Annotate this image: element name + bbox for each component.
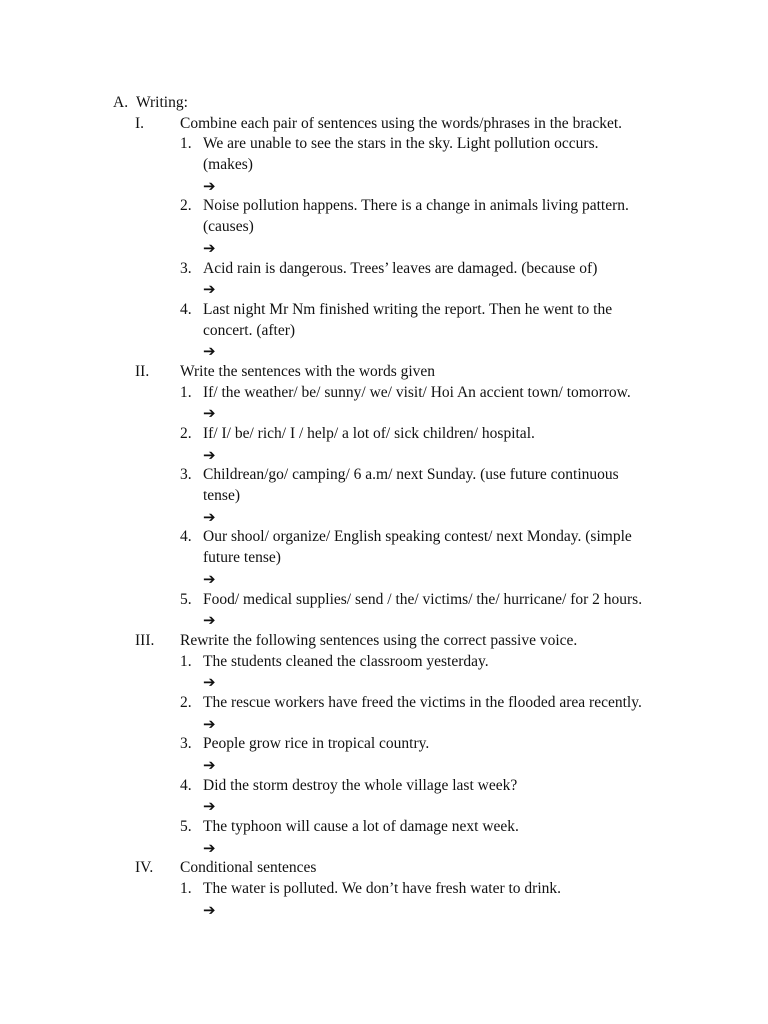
arrow-icon: ➔	[203, 280, 216, 299]
answer-line	[0, 176, 768, 197]
item-number: 1.	[180, 880, 192, 898]
item-text: tense)	[203, 487, 241, 505]
exercise-item	[0, 879, 768, 900]
item-text: Acid rain is dangerous. Trees’ leaves are damaged. (because of)	[203, 259, 598, 277]
exercise-item	[0, 776, 768, 797]
section-marker: A.	[113, 94, 129, 111]
answer-line	[0, 445, 768, 466]
item-number: 1.	[180, 383, 192, 401]
exercise-item	[0, 196, 768, 217]
exercise-item	[0, 693, 768, 714]
arrow-icon: ➔	[203, 900, 216, 919]
item-text: If/ I/ be/ rich/ I / help/ a lot of/ sick children/ hospital.	[203, 425, 535, 442]
part-numeral: I.	[135, 114, 145, 132]
item-number: 4.	[180, 300, 192, 318]
exercise-item	[0, 652, 768, 673]
part-numeral: IV.	[135, 859, 154, 877]
item-number: 2.	[180, 425, 192, 442]
part-instruction: Rewrite the following sentences using the correct passive voice.	[180, 631, 578, 649]
exercise-item	[0, 817, 768, 838]
item-number: 4.	[180, 776, 192, 794]
part-heading	[0, 362, 768, 383]
item-number: 5.	[180, 590, 192, 608]
answer-line	[0, 238, 768, 259]
arrow-icon: ➔	[203, 673, 216, 692]
arrow-icon: ➔	[203, 404, 216, 423]
item-text: concert. (after)	[203, 321, 296, 339]
part-instruction: Combine each pair of sentences using the words/phrases in the bracket.	[180, 114, 623, 132]
item-text: (makes)	[203, 156, 253, 174]
item-text: future tense)	[203, 549, 281, 567]
item-text: The typhoon will cause a lot of damage next week.	[203, 818, 519, 836]
part-heading	[0, 631, 768, 652]
answer-line	[0, 569, 768, 590]
arrow-icon: ➔	[203, 445, 216, 464]
item-text: The rescue workers have freed the victims in the flooded area recently.	[203, 693, 642, 711]
answer-line	[0, 838, 768, 859]
item-text: The water is polluted. We don’t have fresh water to drink.	[203, 880, 562, 898]
exercise-item	[0, 259, 768, 280]
exercise-item-continuation	[0, 486, 768, 507]
exercise-item	[0, 590, 768, 611]
item-number: 3.	[180, 466, 192, 484]
exercise-item	[0, 734, 768, 755]
arrow-icon: ➔	[203, 342, 216, 361]
exercise-item-continuation	[0, 217, 768, 238]
answer-line	[0, 279, 768, 300]
part-numeral: II.	[135, 362, 150, 380]
item-text: (causes)	[203, 218, 254, 236]
item-text: Our shool/ organize/ English speaking contest/ next Monday. (simple	[203, 528, 632, 546]
item-text: Childrean/go/ camping/ 6 a.m/ next Sunday. (use future continuous	[203, 466, 619, 484]
answer-line	[0, 672, 768, 693]
arrow-icon: ➔	[203, 176, 216, 195]
item-text: Noise pollution happens. There is a change in animals living pattern.	[203, 197, 629, 215]
answer-line	[0, 610, 768, 631]
exercise-item-continuation	[0, 548, 768, 569]
item-text: People grow rice in tropical country.	[203, 735, 430, 753]
exercise-item	[0, 424, 768, 445]
arrow-icon: ➔	[203, 838, 216, 857]
arrow-icon: ➔	[203, 569, 216, 588]
part-heading	[0, 858, 768, 879]
part-heading	[0, 114, 768, 135]
arrow-icon: ➔	[203, 797, 216, 816]
exercise-item	[0, 527, 768, 548]
exercise-item	[0, 300, 768, 321]
answer-line	[0, 755, 768, 776]
answer-line	[0, 341, 768, 362]
item-text: We are unable to see the stars in the sky. Light pollution occurs.	[203, 135, 599, 153]
arrow-icon: ➔	[203, 756, 216, 774]
item-text: Last night Mr Nm finished writing the report. Then he went to the	[203, 300, 613, 318]
item-number: 3.	[180, 735, 192, 753]
answer-line	[0, 403, 768, 424]
part-instruction: Conditional sentences	[180, 859, 317, 877]
part-numeral: III.	[135, 631, 155, 649]
arrow-icon: ➔	[203, 507, 216, 526]
item-number: 2.	[180, 693, 192, 711]
item-number: 1.	[180, 652, 192, 670]
exercise-item	[0, 134, 768, 155]
item-number: 4.	[180, 528, 192, 546]
item-text: Did the storm destroy the whole village last week?	[203, 776, 518, 794]
part-instruction: Write the sentences with the words given	[180, 362, 436, 380]
answer-line	[0, 796, 768, 817]
arrow-icon: ➔	[203, 714, 216, 733]
section-title: Writing:	[136, 94, 188, 111]
section-heading	[0, 93, 768, 114]
writing-worksheet	[0, 93, 768, 921]
item-number: 5.	[180, 818, 192, 836]
item-number: 1.	[180, 135, 192, 153]
answer-line	[0, 900, 768, 921]
item-text: The students cleaned the classroom yesterday.	[203, 652, 489, 670]
answer-line	[0, 507, 768, 528]
answer-line	[0, 714, 768, 735]
arrow-icon: ➔	[203, 611, 216, 630]
exercise-item	[0, 383, 768, 404]
exercise-item	[0, 465, 768, 486]
item-number: 3.	[180, 259, 192, 277]
arrow-icon: ➔	[203, 238, 216, 257]
exercise-item-continuation	[0, 155, 768, 176]
exercise-item-continuation	[0, 321, 768, 342]
item-text: If/ the weather/ be/ sunny/ we/ visit/ Hoi An accient town/ tomorrow.	[203, 383, 631, 401]
item-text: Food/ medical supplies/ send / the/ victims/ the/ hurricane/ for 2 hours.	[203, 590, 643, 608]
item-number: 2.	[180, 197, 192, 215]
